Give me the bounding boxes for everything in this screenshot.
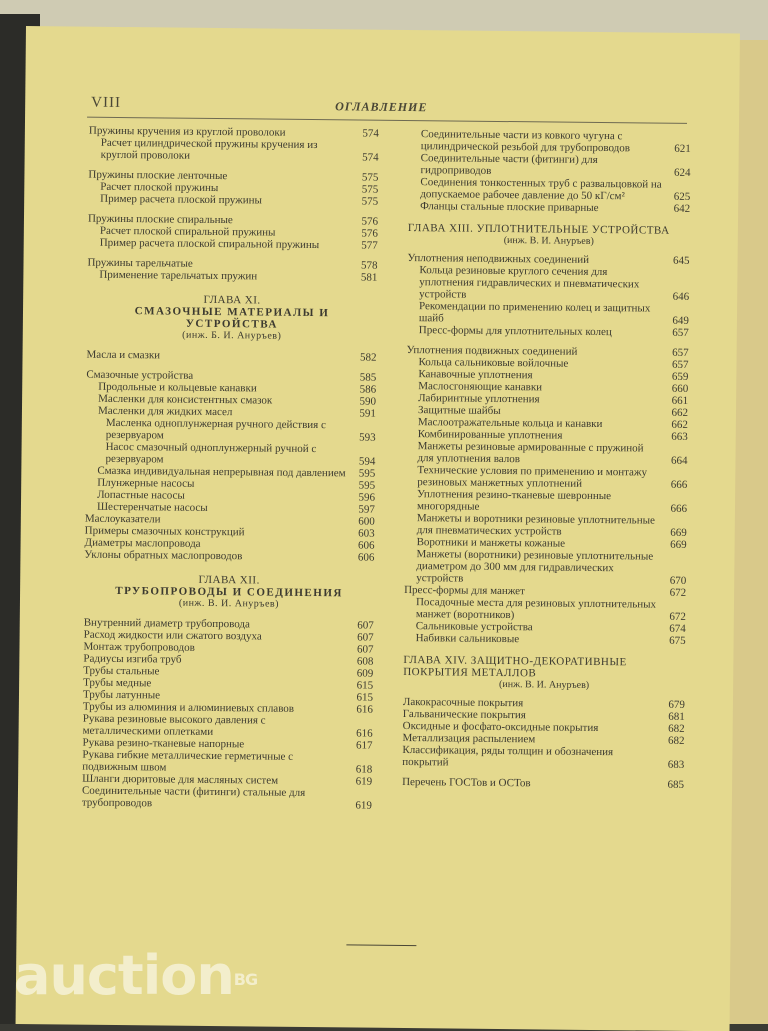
toc-entry-page: 615: [356, 691, 374, 704]
toc-entry-page: 618: [355, 763, 373, 776]
toc-entry-page: 672: [669, 610, 686, 623]
toc-entry-page: 649: [672, 314, 690, 327]
toc-entry-title: Маслосгоняющие канавки: [418, 380, 543, 394]
toc-entry-page: 616: [356, 727, 373, 740]
toc-entry-page: 594: [358, 455, 376, 468]
toc-entry-page: 681: [668, 710, 685, 723]
toc-entry-title: Фланцы стальные плоские приварные: [420, 200, 599, 215]
toc-entry: [89, 137, 379, 164]
toc-right-column: [402, 128, 691, 791]
toc-entry-page: 576: [361, 215, 379, 228]
toc-entry-page: 682: [667, 734, 685, 747]
toc-entry-title: Сальниковые устройства: [415, 620, 533, 634]
toc-entry-page: 660: [671, 382, 689, 395]
toc-entry-title: Расчет плоской пружины: [100, 180, 219, 195]
toc-entry: [405, 512, 687, 539]
toc-entry-page: 646: [672, 290, 690, 303]
toc-entry-page: 574: [362, 151, 379, 164]
toc-entry-title: Расход жидкости или сжатого воздуха: [83, 628, 262, 643]
toc-entry-title: Рекомендации по применению колец и защитных шайб: [418, 300, 651, 325]
toc-entry: [408, 200, 690, 215]
header-rule: [87, 117, 687, 124]
toc-entry-page: 609: [356, 667, 374, 680]
toc-entry-title: Лопастные насосы: [97, 488, 185, 502]
chapter-subtitle: СМАЗОЧНЫЕ МАТЕРИАЛЫ И УСТРОЙСТВА: [134, 305, 330, 331]
toc-entry-page: 600: [358, 515, 375, 528]
toc-entry-title: Перечень ГОСТов и ОСТов: [402, 775, 531, 790]
toc-entry-title: Шестеренчатые насосы: [96, 500, 208, 514]
toc-entry-page: 619: [355, 799, 372, 812]
toc-entry: [405, 488, 687, 515]
toc-entry-title: Диаметры маслопровода: [84, 536, 201, 550]
toc-entry-page: 593: [359, 431, 376, 444]
toc-entry-page: 576: [361, 227, 378, 240]
toc-entry-page: 663: [671, 430, 688, 443]
toc-entry-title: Масленки для жидких масел: [97, 404, 233, 419]
toc-entry: [408, 176, 690, 203]
toc-entry-title: Уклоны обратных маслопроводов: [84, 548, 243, 563]
toc-entry-title: Применение тарельчатых пружин: [99, 268, 258, 283]
toc-entry-title: Смазочные устройства: [86, 368, 194, 382]
toc-entry: [402, 744, 684, 771]
toc-entry-title: Лабиринтные уплотнения: [418, 392, 540, 406]
toc-entry-title: Посадочные места для резиновых уплотнительных манжет (воротников): [415, 596, 657, 622]
toc-entry-title: Соединительные части из ковкого чугуна с цилиндрической резьбой для трубопроводов: [420, 128, 631, 155]
toc-entry: [83, 713, 373, 740]
toc-entry-page: 591: [359, 407, 377, 420]
toc-entry-page: 670: [669, 574, 687, 587]
toc-entry-page: 669: [670, 538, 687, 551]
toc-entry: [88, 237, 378, 252]
toc-entry-page: 666: [670, 478, 688, 491]
toc-entry-page: 578: [360, 259, 378, 272]
page-number: VIII: [91, 94, 122, 111]
toc-entry-page: 575: [361, 195, 379, 208]
toc-entry-title: Радиусы изгиба труб: [83, 652, 182, 666]
toc-entry: [404, 596, 686, 623]
toc-entry: [404, 548, 686, 587]
toc-entry-title: Соединительные части (фитинги) стальные для трубопроводов: [81, 784, 306, 810]
toc-entry-page: 657: [672, 346, 689, 359]
toc-entry-page: 657: [671, 358, 689, 371]
toc-entry: [405, 464, 687, 491]
toc-entry-title: Маслоотражательные кольца и канавки: [417, 416, 603, 431]
toc-entry-title: Смазка индивидуальная непрерывная под давлением: [97, 464, 346, 480]
toc-entry-page: 582: [359, 351, 377, 364]
toc-entry: [407, 324, 689, 339]
chapter-heading: ГЛАВА XI.: [203, 293, 261, 307]
toc-entry-page: 597: [358, 503, 376, 516]
toc-entry-title: Уплотнения резино-тканевые шевронные многорядные: [416, 488, 612, 513]
toc-entry: [84, 549, 374, 564]
toc-entry-title: Пример расчета плоской пружины: [100, 192, 263, 207]
toc-entry-page: 662: [671, 418, 688, 431]
toc-entry-title: Защитные шайбы: [417, 404, 501, 417]
footer-rule: [346, 944, 416, 946]
chapter-author: (инж. В. И. Ануръев): [499, 678, 590, 691]
toc-entry: [88, 193, 378, 208]
toc-entry-title: Уплотнения подвижных соединений: [406, 344, 578, 358]
toc-entry-title: Пружины плоские ленточные: [88, 168, 228, 183]
toc-entry-title: Воротники и манжеты кожаные: [416, 536, 566, 550]
toc-entry: [85, 441, 375, 468]
toc-entry-page: 595: [358, 479, 376, 492]
toc-entry-title: Трубы стальные: [83, 664, 160, 678]
toc-entry-page: 625: [673, 190, 691, 203]
toc-entry-title: Набивки сальниковые: [415, 632, 520, 646]
toc-entry-title: Гальванические покрытия: [402, 707, 526, 722]
toc-entry-title: Пружины кручения из круглой проволоки: [88, 124, 286, 139]
toc-entry-title: Пресс-формы для манжет: [404, 583, 525, 598]
toc-entry: [402, 776, 684, 791]
toc-entry-page: 603: [358, 527, 375, 540]
chapter-author: (инж. В. И. Ануръев): [178, 597, 280, 610]
chapter-author: (инж. В. И. Ануръев): [503, 235, 594, 247]
chapter-heading: ГЛАВА XIII. УПЛОТНИТЕЛЬНЫЕ УСТРОЙСТВА: [407, 222, 670, 237]
toc-entry-title: Манжеты (воротники) резиновые уплотнительные диаметром до 300 мм для гидравлических устройств: [416, 548, 654, 585]
toc-entry-title: Расчет цилиндрической пружины кручения из круглой проволоки: [100, 136, 318, 162]
toc-entry-title: Трубы латунные: [82, 688, 161, 702]
toc-entry-title: Маслоуказатели: [84, 512, 161, 526]
toc-entry-title: Монтаж трубопроводов: [83, 640, 195, 654]
toc-entry-title: Продольные и кольцевые канавки: [98, 380, 257, 395]
toc-entry-page: 596: [358, 491, 376, 504]
toc-entry-title: Насос смазочный одноплунжерный ручной с резервуаром: [105, 440, 317, 466]
toc-entry-page: 645: [673, 254, 690, 267]
toc-left-column: [82, 125, 379, 812]
toc-entry-page: 685: [667, 778, 685, 791]
toc-entry: [82, 749, 372, 776]
toc-entry-title: Рукава гибкие металлические герметичные с подвижным швом: [82, 748, 294, 774]
toc-entry-title: Расчет плоской спиральной пружины: [99, 224, 276, 239]
toc-entry-title: Комбинированные уплотнения: [417, 428, 563, 442]
toc-entry-title: Канавочные уплотнения: [418, 368, 533, 382]
toc-entry-title: Масла и смазки: [86, 348, 161, 362]
toc-entry-page: 662: [671, 406, 689, 419]
toc-entry-page: 606: [357, 551, 375, 564]
toc-entry-title: Рукава резино-тканевые напорные: [82, 736, 245, 751]
toc-entry-title: Классификация, ряды толщин и обозначения покрытий: [402, 743, 614, 769]
toc-entry: [86, 349, 376, 364]
toc-entry: [404, 632, 686, 647]
toc-entry-title: Пружины плоские спиральные: [87, 212, 233, 227]
toc-entry: [86, 417, 376, 444]
toc-entry: [408, 152, 690, 179]
toc-entry-page: 574: [362, 127, 379, 140]
toc-entry-page: 586: [359, 383, 377, 396]
toc-entry: [407, 300, 689, 327]
toc-entry: [409, 128, 691, 155]
toc-entry-page: 577: [361, 239, 378, 252]
toc-entry-page: 585: [359, 371, 377, 384]
toc-entry-title: Кольца сальниковые войлочные: [418, 356, 569, 370]
toc-entry-page: 575: [361, 183, 379, 196]
toc-entry-page: 615: [356, 679, 374, 692]
toc-entry-page: 682: [668, 722, 685, 735]
toc-entry-page: 666: [670, 502, 688, 515]
toc-entry-title: Трубы медные: [83, 676, 152, 690]
toc-entry-title: Металлизация распылением: [402, 731, 536, 746]
running-title: ОГЛАВЛЕНИЕ: [335, 99, 428, 115]
toc-entry-page: 657: [672, 326, 689, 339]
toc-entry-title: Манжеты резиновые армированные с пружиной для уплотнения валов: [417, 440, 644, 466]
toc-entry-page: 659: [671, 370, 689, 383]
toc-entry: [82, 785, 372, 812]
toc-entry-page: 642: [673, 202, 691, 215]
chapter-heading: ГЛАВА XII.: [198, 573, 260, 587]
toc-entry-title: Пример расчета плоской спиральной пружины: [99, 236, 320, 252]
toc-entry-page: 595: [358, 467, 376, 480]
book-page: [16, 26, 740, 1031]
toc-entry-page: 669: [670, 526, 687, 539]
toc-entry-title: Соединительные части (фитинги) для гидроприводов: [420, 152, 598, 177]
toc-entry-page: 621: [674, 142, 691, 155]
toc-entry-page: 590: [359, 395, 377, 408]
toc-entry-page: 607: [357, 631, 374, 644]
toc-entry-page: 575: [361, 171, 379, 184]
toc-entry-page: 606: [358, 539, 375, 552]
toc-entry-title: Внутренний диаметр трубопровода: [83, 616, 250, 631]
toc-entry-title: Уплотнения неподвижных соединений: [407, 252, 590, 266]
toc-entry-title: Пружины тарельчатые: [87, 256, 193, 270]
toc-entry-title: Оксидные и фосфато-оксидные покрытия: [402, 719, 599, 735]
toc-entry-title: Манжеты и воротники резиновые уплотнительные для пневматических устройств: [416, 512, 655, 538]
toc-entry-title: Масленка одноплунжерная ручного действия с резервуаром: [105, 416, 326, 442]
toc-entry-title: Кольца резиновые круглого сечения для уплотнения гидравлических и пневматических устройств: [419, 264, 640, 301]
toc-entry-title: Пресс-формы для уплотнительных колец: [418, 324, 612, 339]
toc-entry-page: 624: [673, 166, 691, 179]
toc-entry-page: 616: [356, 703, 373, 716]
toc-entry: [407, 264, 689, 303]
toc-entry-title: Технические условия по применению и монтажу резиновых манжетных уплотнений: [417, 464, 648, 490]
toc-entry-title: Лакокрасочные покрытия: [402, 695, 524, 710]
toc-entry-page: 664: [670, 454, 688, 467]
chapter-subtitle: ТРУБОПРОВОДЫ И СОЕДИНЕНИЯ: [115, 584, 343, 600]
chapter-author: (инж. Б. И. Ануръев): [182, 329, 282, 342]
chapter-heading: ГЛАВА XIV. ЗАЩИТНО-ДЕКОРАТИВНЫЕ ПОКРЫТИЯ МЕТАЛЛОВ: [403, 653, 627, 680]
toc-entry-page: 672: [669, 586, 687, 599]
toc-entry-page: 619: [355, 775, 373, 788]
toc-entry: [405, 440, 687, 467]
toc-entry-title: Шланги дюритовые для масляных систем: [82, 772, 279, 787]
toc-entry-title: Рукава резиновые высокого давления с металлическими оплетками: [82, 712, 266, 738]
toc-entry-page: 675: [669, 634, 686, 647]
toc-entry-title: Масленки для консистентных смазок: [98, 392, 273, 407]
toc-entry-title: Трубы из алюминия и алюминиевых сплавов: [82, 700, 295, 715]
toc-entry-title: Соединения тонкостенных труб с развальцовкой на допускаемое рабочее давление до 50 кГ/см²: [420, 176, 662, 203]
toc-entry-page: 617: [355, 739, 373, 752]
toc-entry-title: Плунжерные насосы: [97, 476, 195, 490]
toc-entry-page: 683: [667, 758, 685, 771]
toc-entry-page: 661: [671, 394, 689, 407]
toc-entry-page: 607: [356, 643, 374, 656]
watermark-logo: auctionBG: [14, 944, 258, 1007]
toc-entry-page: 607: [357, 619, 374, 632]
toc-entry-page: 674: [669, 622, 686, 635]
toc-entry-page: 679: [668, 698, 685, 711]
toc-entry-page: 608: [356, 655, 374, 668]
toc-entry: [87, 269, 377, 284]
toc-entry-title: Примеры смазочных конструкций: [84, 524, 245, 539]
toc-entry-page: 581: [360, 271, 378, 284]
